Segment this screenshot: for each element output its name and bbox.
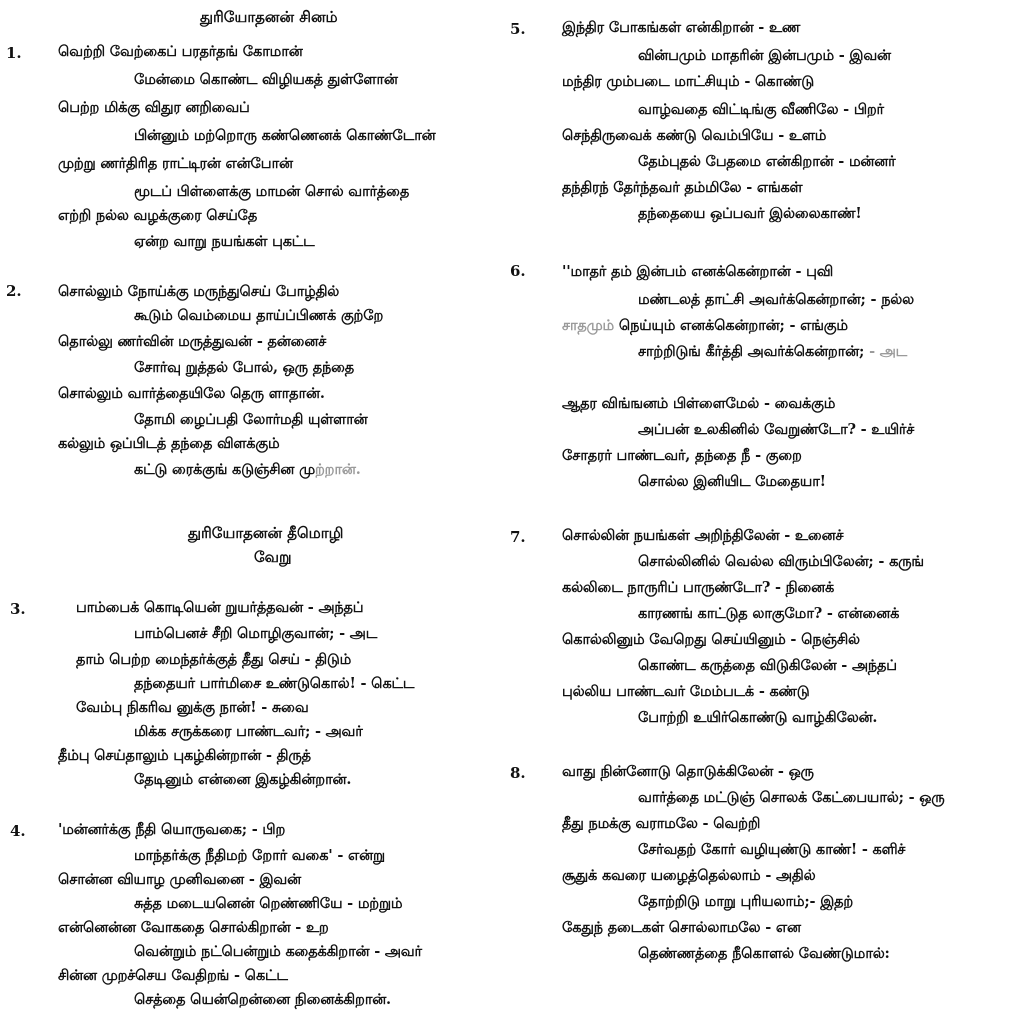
stanza-number: 2. bbox=[6, 282, 22, 300]
verse-line: பின்னும் மற்றொரு கண்ணெனக் கொண்டோன் bbox=[134, 127, 436, 144]
verse-line: மூடப் பிள்ளைக்கு மாமன் சொல் வார்த்தை bbox=[134, 183, 410, 200]
verse-line-faded-text: சாதமும் bbox=[562, 317, 615, 334]
verse-line: சொன்ன வியாழ முனிவனை - இவன் bbox=[58, 871, 301, 888]
verse-line: சோர்வு றுத்தல் போல், ஒரு தந்தை bbox=[134, 359, 355, 376]
verse-line: மேன்மை கொண்ட விழியகத் துள்ளோன் bbox=[134, 71, 398, 88]
verse-line: தந்தையர் பார்மிசை உண்டுகொல்! - கெட்ட bbox=[134, 675, 415, 692]
verse-line: இந்திர போகங்கள் என்கிறான் - உண bbox=[562, 19, 801, 36]
verse-line: பெற்ற மிக்கு விதுர னறிவைப் bbox=[58, 99, 250, 116]
verse-line: வெற்றி வேற்கைப் பரதர்தங் கோமான் bbox=[58, 43, 303, 60]
verse-line: கல்லிடை நாருரிப் பாருண்டோ? - நினைக் bbox=[562, 579, 835, 596]
verse-line: சோதரர் பாண்டவர், தந்தை நீ - குறை bbox=[562, 447, 802, 464]
section-heading-duryodhana-evil-words: துரியோதனன் தீமொழி bbox=[188, 524, 344, 542]
stanza-number: 8. bbox=[510, 764, 526, 782]
verse-line-text: கட்டு ரைக்குங் கடுஞ்சின மு bbox=[134, 461, 316, 478]
stanza-number: 3. bbox=[10, 600, 26, 618]
verse-line: வாது நின்னோடு தொடுக்கிலேன் - ஒரு bbox=[562, 763, 814, 780]
verse-line: தந்திரந் தேர்ந்தவர் தம்மிலே - எங்கள் bbox=[562, 179, 803, 196]
section-subheading-veru: வேறு bbox=[254, 548, 292, 566]
verse-line: மிக்க சருக்கரை பாண்டவர்; - அவர் bbox=[134, 723, 363, 740]
verse-line: வேம்பு நிகரிவ னுக்கு நான்! - சுவை bbox=[76, 699, 309, 716]
verse-line: கொண்ட கருத்தை விடுகிலேன் - அந்தப் bbox=[638, 657, 897, 674]
verse-line: காரணங் காட்டுத லாகுமோ? - என்னைக் bbox=[638, 605, 900, 622]
verse-line: தோமி ழைப்பதி லோர்மதி யுள்ளான் bbox=[134, 411, 368, 428]
verse-line: ஆதர விங்ஙனம் பிள்ளைமேல் - வைக்கும் bbox=[562, 395, 836, 412]
verse-line-text: நெய்யும் எனக்கென்றான்; - எங்கும் bbox=[618, 317, 848, 334]
stanza-number: 5. bbox=[510, 20, 526, 38]
verse-line: சொல்ல இனியிட மேதையா! bbox=[638, 473, 826, 490]
verse-line: வென்றும் நட்பென்றும் கதைக்கிறான் - அவர் bbox=[134, 943, 422, 960]
stanza-number: 4. bbox=[10, 822, 26, 840]
verse-line: என்னென்ன வோகதை சொல்கிறான் - உற bbox=[58, 919, 329, 936]
verse-line: கூடும் வெம்மைய தாய்ப்பிணக் குற்றே bbox=[134, 307, 384, 324]
verse-line: புல்லிய பாண்டவர் மேம்படக் - கண்டு bbox=[562, 683, 810, 700]
verse-line: செந்திருவைக் கண்டு வெம்பியே - உளம் bbox=[562, 127, 827, 144]
verse-line: சொல்லினில் வெல்ல விரும்பிலேன்; - கருங் bbox=[638, 553, 924, 570]
verse-line: சின்ன முறச்செய வேதிறங் - கெட்ட bbox=[58, 967, 288, 984]
verse-line: சொல்லும் வார்த்தையிலே தெரு ளாதான். bbox=[58, 385, 325, 402]
stanza-number: 1. bbox=[6, 44, 22, 62]
verse-line-faded-text: - அட bbox=[869, 343, 907, 360]
verse-line: மாந்தர்க்கு நீதிமற் றோர் வகை' - என்று bbox=[134, 847, 385, 864]
verse-line: தாம் பெற்ற மைந்தர்க்குத் தீது செய் - திடும் bbox=[76, 651, 352, 668]
verse-line: மண்டலத் தாட்சி அவர்க்கென்றான்; - நல்ல bbox=[638, 291, 914, 308]
verse-line: தேம்புதல் பேதமை என்கிறான் - மன்னர் bbox=[638, 153, 896, 170]
verse-line: சுத்த மடையனென் றெண்ணியே - மற்றும் bbox=[134, 895, 403, 912]
verse-line: தோற்றிடு மாறு புரியலாம்;- இதற் bbox=[638, 893, 854, 910]
verse-line: எற்றி நல்ல வழக்குரை செய்தே bbox=[58, 207, 258, 224]
verse-line: கேதுந் தடைகள் சொல்லாமலே - என bbox=[562, 919, 801, 936]
verse-line: தெண்ணத்தை நீகொளல் வேண்டுமால்: bbox=[638, 945, 890, 962]
stanza-number: 7. bbox=[510, 528, 526, 546]
verse-line: தேடினும் என்னை இகழ்கின்றான். bbox=[134, 771, 352, 788]
verse-line: போற்றி உயிர்கொண்டு வாழ்கிலேன். bbox=[638, 709, 878, 726]
section-heading-duryodhana-anger: துரியோதனன் சினம் bbox=[200, 8, 338, 26]
verse-line: தொல்லு ணர்வின் மருத்துவன் - தன்னைச் bbox=[58, 333, 327, 350]
verse-line: தீது நமக்கு வராமலே - வெற்றி bbox=[562, 815, 761, 832]
verse-line bbox=[562, 316, 848, 336]
verse-line: சேர்வதற் கோர் வழியுண்டு காண்! - களிச் bbox=[638, 841, 906, 858]
stanza-number: 6. bbox=[510, 262, 526, 280]
verse-line: செத்தை யென்றென்னை நினைக்கிறான். bbox=[134, 991, 391, 1008]
verse-line bbox=[134, 460, 361, 480]
verse-line: சொல்லின் நயங்கள் அறிந்திலேன் - உனைச் bbox=[562, 527, 844, 544]
verse-line-faded-text: ற்றான். bbox=[315, 461, 361, 478]
verse-line: தீம்பு செய்தாலும் புகழ்கின்றான் - திருத் bbox=[58, 747, 311, 764]
verse-line: வின்பமும் மாதரின் இன்பமும் - இவன் bbox=[638, 47, 891, 64]
verse-line: தந்தையை ஒப்பவர் இல்லைகாண்! bbox=[638, 205, 862, 222]
verse-line-text: சாற்றிடுங் கீர்த்தி அவர்க்கென்றான்; bbox=[638, 343, 865, 360]
verse-line: பாம்பெனச் சீறி மொழிகுவான்; - அட bbox=[134, 625, 378, 642]
verse-line: ஏன்ற வாறு நயங்கள் புகட்ட bbox=[134, 233, 315, 250]
verse-line: கல்லும் ஒப்பிடத் தந்தை விளக்கும் bbox=[58, 435, 280, 452]
verse-line: பாம்பைக் கொடியென் றுயர்த்தவன் - அந்தப் bbox=[76, 599, 364, 616]
verse-line: வாழ்வதை விட்டிங்கு வீணிலே - பிறர் bbox=[638, 101, 884, 118]
verse-line: சொல்லும் நோய்க்கு மருந்துசெய் போழ்தில் bbox=[58, 283, 340, 300]
verse-line: கொல்லினும் வேறெது செய்யினும் - நெஞ்சில் bbox=[562, 631, 860, 648]
verse-line: ''மாதர் தம் இன்பம் எனக்கென்றான் - புவி bbox=[562, 263, 834, 280]
verse-line: வார்த்தை மட்டுஞ் சொலக் கேட்பையால்; - ஒரு bbox=[638, 789, 945, 806]
verse-line: முற்று ணர்திரித ராட்டிரன் என்போன் bbox=[58, 155, 293, 172]
verse-line: அப்பன் உலகினில் வேறுண்டோ? - உயிர்ச் bbox=[638, 421, 915, 438]
verse-line: மந்திர மும்படை மாட்சியும் - கொண்டு bbox=[562, 73, 814, 90]
verse-line bbox=[638, 342, 907, 362]
verse-line: 'மன்னர்க்கு நீதி யொருவகை; - பிற bbox=[58, 821, 286, 838]
verse-line: சூதுக் கவரை யழைத்தெல்லாம் - அதில் bbox=[562, 867, 816, 884]
